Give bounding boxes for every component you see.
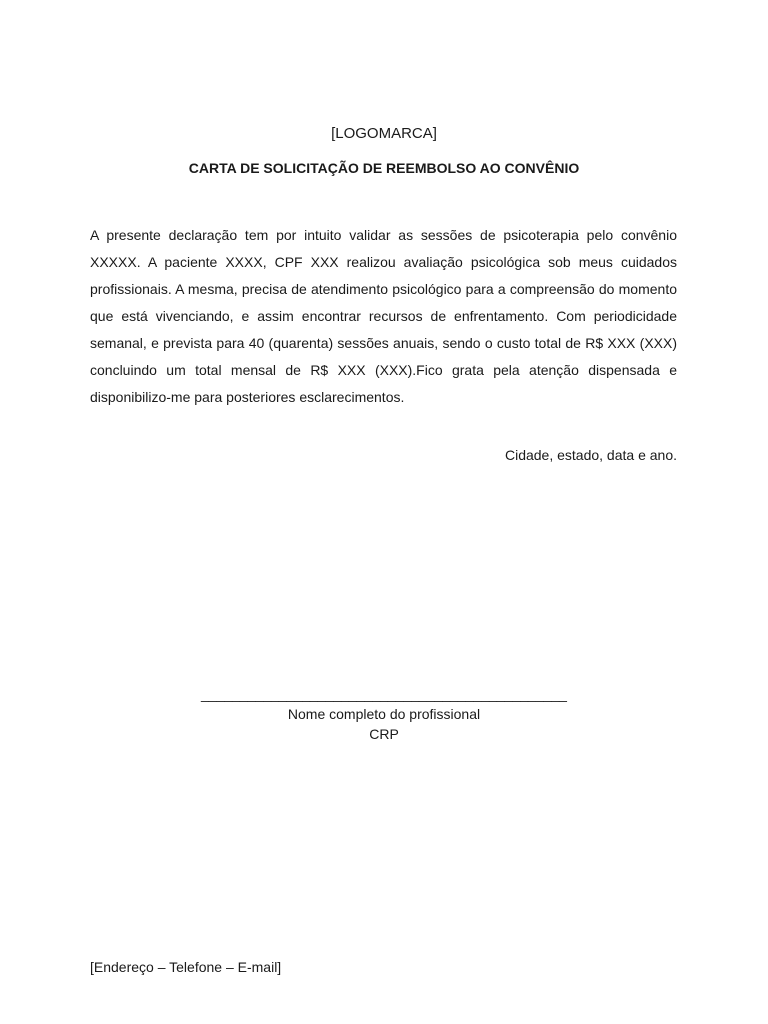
logo-placeholder: [LOGOMARCA] (331, 125, 437, 142)
footer-contact: [Endereço – Telefone – E-mail] (90, 959, 282, 975)
signature-block (0, 684, 768, 744)
body-paragraph: A presente declaração tem por intuito validar as sessões de psicoterapia pelo convênio XXXXX. A paciente XXXX, CPF XXX realizou avaliação psicológica sob meus cuidados profissionais. A mesma, precisa de atendimento psicológico para a compreensão do momento que está vivenciando, e assim encontrar recursos de enfrentamento. Com periodicidade semanal, e prevista para 40 (quarenta) sessões anuais, sendo o custo total de R$ XXX (XXX) concluindo um total mensal de R$ XXX (XXX).Fico grata pela atenção dispensada e disponibilizo-me para posteriores esclarecimentos. (90, 227, 677, 405)
signature-name: Nome completo do profissional (287, 706, 481, 722)
signature-registration: CRP (369, 726, 399, 742)
signature-line: _______________________________________________ (201, 686, 567, 702)
document-title: CARTA DE SOLICITAÇÃO DE REEMBOLSO AO CONVÊNIO (188, 160, 580, 176)
date-place-line: Cidade, estado, data e ano. (504, 447, 677, 463)
